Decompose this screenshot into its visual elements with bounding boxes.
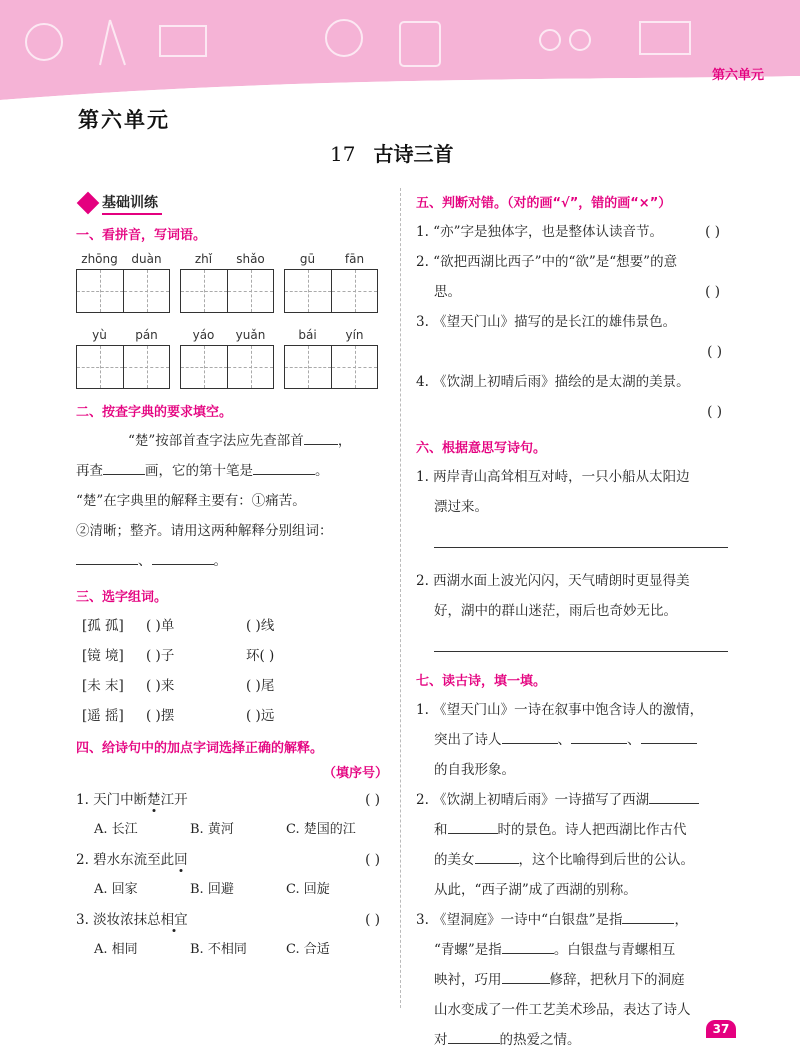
pinyin-row-1 xyxy=(76,249,388,313)
text: 2. 《饮湖上初晴后雨》一诗描写了西湖 xyxy=(416,792,650,808)
text: 漂过来。 xyxy=(434,499,488,515)
word-a: ( )单 xyxy=(146,618,175,634)
answer-paren[interactable]: ( ) xyxy=(705,284,720,300)
pinyin-word xyxy=(180,249,274,313)
text: 1. 两岸青山高耸相互对峙，一只小船从太阳边 xyxy=(416,469,690,485)
text: 的自我形象。 xyxy=(434,762,515,778)
writing-grid[interactable] xyxy=(180,269,274,313)
option-a[interactable]: A. 回家 xyxy=(94,882,138,897)
text: 。白银盘与青螺相互 xyxy=(553,942,676,958)
choice-row[interactable] xyxy=(76,701,388,731)
pinyin: bái xyxy=(298,328,317,342)
text: 画，它的第十笔是 xyxy=(145,463,253,479)
options xyxy=(76,815,388,845)
lesson-title xyxy=(330,138,453,167)
answer-blank[interactable] xyxy=(502,968,550,984)
column-divider xyxy=(400,188,401,1008)
section-3-title: 三、选字组词。 xyxy=(76,590,168,605)
answer-paren[interactable]: ( ) xyxy=(365,912,380,928)
word-a: ( )摆 xyxy=(146,708,175,724)
word-b: ( )线 xyxy=(246,618,275,634)
section-5-title: 五、判断对错。（对的画“√”，错的画“×”） xyxy=(416,196,672,211)
text: 从此，“西子湖”成了西湖的别称。 xyxy=(434,882,637,898)
text: 1. “亦”字是独体字，也是整体认读音节。 xyxy=(416,224,663,240)
pinyin-word xyxy=(284,249,378,313)
text: 1. 天门中断 xyxy=(76,792,148,808)
text: ②清晰；整齐。请用这两种解释分别组词： xyxy=(76,523,333,539)
text: “青螺”是指 xyxy=(434,942,502,958)
pinyin: gū xyxy=(299,252,316,266)
dotted-word: 楚 xyxy=(147,792,161,808)
char-pair: [遥 摇] xyxy=(82,708,124,724)
tag-label: 基础训练 xyxy=(102,192,162,215)
poem-question-2 xyxy=(416,566,728,652)
text: 突出了诗人 xyxy=(434,732,502,748)
answer-blank[interactable] xyxy=(76,549,138,565)
text: 1. 《望天门山》一诗在叙事中饱含诗人的激情， xyxy=(416,702,704,718)
text: 和 xyxy=(434,822,448,838)
pinyin: yáo xyxy=(192,328,215,342)
pinyin: yuǎn xyxy=(235,328,266,342)
pinyin: pán xyxy=(135,328,158,342)
text: 修辞，把秋月下的洞庭 xyxy=(549,972,685,988)
fill-question-3 xyxy=(416,905,728,1055)
option-b[interactable]: B. 不相同 xyxy=(190,942,247,957)
dotted-word: 回 xyxy=(174,852,188,868)
option-b[interactable]: B. 回避 xyxy=(190,882,234,897)
answer-blank[interactable] xyxy=(448,1028,500,1044)
dotted-word: 相宜 xyxy=(160,912,188,928)
section-6-title: 六、根据意思写诗句。 xyxy=(416,441,547,456)
section-7-title: 七、读古诗，填一填。 xyxy=(416,674,547,689)
answer-line[interactable] xyxy=(434,534,728,548)
text: 映衬，巧用 xyxy=(434,972,502,988)
question-2 xyxy=(76,845,388,875)
pinyin-word xyxy=(180,325,274,389)
text: “楚”按部首查字法应先查部首 xyxy=(128,433,304,449)
text: 江开 xyxy=(160,792,188,808)
text: 时的景色。诗人把西湖比作古代 xyxy=(497,822,687,838)
char-pair: [孤 孤] xyxy=(82,618,124,634)
text: 、 xyxy=(627,732,641,748)
option-c[interactable]: C. 合适 xyxy=(286,942,330,957)
pinyin-row-2 xyxy=(76,325,388,389)
answer-blank[interactable] xyxy=(103,459,145,475)
answer-blank[interactable] xyxy=(253,459,315,475)
writing-grid[interactable] xyxy=(180,345,274,389)
pinyin-word xyxy=(76,325,170,389)
answer-blank[interactable] xyxy=(571,728,627,744)
option-b[interactable]: B. 黄河 xyxy=(190,822,234,837)
text: 的热爱之情。 xyxy=(499,1032,581,1048)
question-3 xyxy=(76,905,388,935)
question-1 xyxy=(76,785,388,815)
option-a[interactable]: A. 长江 xyxy=(94,822,138,837)
answer-blank[interactable] xyxy=(622,908,674,924)
banner-graphic xyxy=(0,0,800,100)
word-b: 环( ) xyxy=(246,648,275,664)
answer-blank[interactable] xyxy=(502,938,554,954)
text: 山水变成了一件工艺美术珍品，表达了诗人 xyxy=(434,1002,691,1018)
text: 思。 xyxy=(434,284,461,300)
option-a[interactable]: A. 相同 xyxy=(94,942,138,957)
text: 3. 淡妆浓抹总 xyxy=(76,912,161,928)
lesson-name: 古诗三首 xyxy=(373,142,454,166)
word-b: ( )尾 xyxy=(246,678,275,694)
answer-blank[interactable] xyxy=(649,788,699,804)
text: 2. 西湖水面上波光闪闪，天气晴朗时更显得美 xyxy=(416,573,690,589)
pinyin-word xyxy=(76,249,170,313)
judge-question-4 xyxy=(416,367,728,427)
answer-paren[interactable]: ( ) xyxy=(365,792,380,808)
answer-paren[interactable]: ( ) xyxy=(707,344,722,360)
choice-row[interactable] xyxy=(76,641,388,671)
word-a: ( )来 xyxy=(146,678,175,694)
text: 再查 xyxy=(76,463,103,479)
text: ， xyxy=(674,912,688,928)
text: 对 xyxy=(434,1032,448,1048)
left-column xyxy=(76,190,388,965)
pinyin: yù xyxy=(92,328,107,342)
judge-question-1 xyxy=(416,217,728,247)
unit-title: 第六单元 xyxy=(78,108,170,132)
text: 、 xyxy=(138,553,152,569)
option-c[interactable]: C. 回旋 xyxy=(286,882,330,897)
page-number: 37 xyxy=(706,1020,736,1038)
text: 4. 《饮湖上初晴后雨》描绘的是太湖的美景。 xyxy=(416,374,690,390)
answer-blank[interactable] xyxy=(304,429,338,445)
section-1-title: 一、看拼音，写词语。 xyxy=(76,228,207,243)
text: ，这个比喻得到后世的公认。 xyxy=(518,852,694,868)
answer-paren[interactable]: ( ) xyxy=(707,404,722,420)
answer-blank[interactable] xyxy=(641,728,697,744)
pinyin: zhǐ xyxy=(194,252,213,266)
char-pair: [镜 境] xyxy=(82,648,124,664)
choice-row[interactable] xyxy=(76,671,388,701)
text: 、 xyxy=(557,732,571,748)
answer-paren[interactable]: ( ) xyxy=(705,224,720,240)
section-4-note: （填序号） xyxy=(322,766,388,781)
section-2-title: 二、按查字典的要求填空。 xyxy=(76,405,233,420)
poem-question-1 xyxy=(416,462,728,548)
options xyxy=(76,935,388,965)
right-column xyxy=(416,190,728,1055)
writing-grid[interactable] xyxy=(284,345,378,389)
pinyin: duàn xyxy=(131,252,162,266)
text: 2. 碧水东流至此 xyxy=(76,852,175,868)
writing-grid[interactable] xyxy=(76,345,170,389)
dictionary-question: “楚”按部首查字法应先查部首 ， 再查 画，它的第十笔是 。 “楚”在字典里的解释主要有：①痛苦。 ②清晰；整齐。请用这两种解释分别组词： 、 。 xyxy=(76,426,388,576)
text: 2. “欲把西湖比西子”中的“欲”是“想要”的意 xyxy=(416,254,678,270)
answer-blank[interactable] xyxy=(152,549,214,565)
word-b: ( )远 xyxy=(246,708,275,724)
word-a: ( )子 xyxy=(146,648,175,664)
text: 3. 《望洞庭》一诗中“白银盘”是指 xyxy=(416,912,623,928)
fill-question-2 xyxy=(416,785,728,905)
section-tag xyxy=(76,190,162,216)
pinyin-word xyxy=(284,325,378,389)
char-pair: [未 末] xyxy=(82,678,124,694)
answer-blank[interactable] xyxy=(502,728,558,744)
text: 好，湖中的群山迷茫，雨后也奇妙无比。 xyxy=(434,603,677,619)
unit-tag: 第六单元 xyxy=(711,68,764,83)
answer-blank[interactable] xyxy=(448,818,498,834)
pinyin: yín xyxy=(345,328,364,342)
pinyin: fān xyxy=(344,252,365,266)
writing-grid[interactable] xyxy=(76,269,170,313)
lesson-number: 17 xyxy=(330,142,356,166)
answer-line[interactable] xyxy=(434,638,728,652)
fill-question-1 xyxy=(416,695,728,785)
answer-blank[interactable] xyxy=(475,848,519,864)
header-banner xyxy=(0,0,800,100)
judge-question-3 xyxy=(416,307,728,367)
judge-question-2 xyxy=(416,247,728,307)
section-4-title: 四、给诗句中的加点字词选择正确的解释。 xyxy=(76,741,324,756)
diamond-icon xyxy=(77,192,100,215)
pinyin: zhōng xyxy=(81,252,118,266)
options xyxy=(76,875,388,905)
option-c[interactable]: C. 楚国的江 xyxy=(286,822,356,837)
text: 3. 《望天门山》描写的是长江的雄伟景色。 xyxy=(416,314,677,330)
writing-grid[interactable] xyxy=(284,269,378,313)
text: 的美女 xyxy=(434,852,475,868)
answer-paren[interactable]: ( ) xyxy=(365,852,380,868)
text: “楚”在字典里的解释主要有：①痛苦。 xyxy=(76,493,306,509)
choice-row[interactable] xyxy=(76,611,388,641)
pinyin: shǎo xyxy=(236,252,265,266)
